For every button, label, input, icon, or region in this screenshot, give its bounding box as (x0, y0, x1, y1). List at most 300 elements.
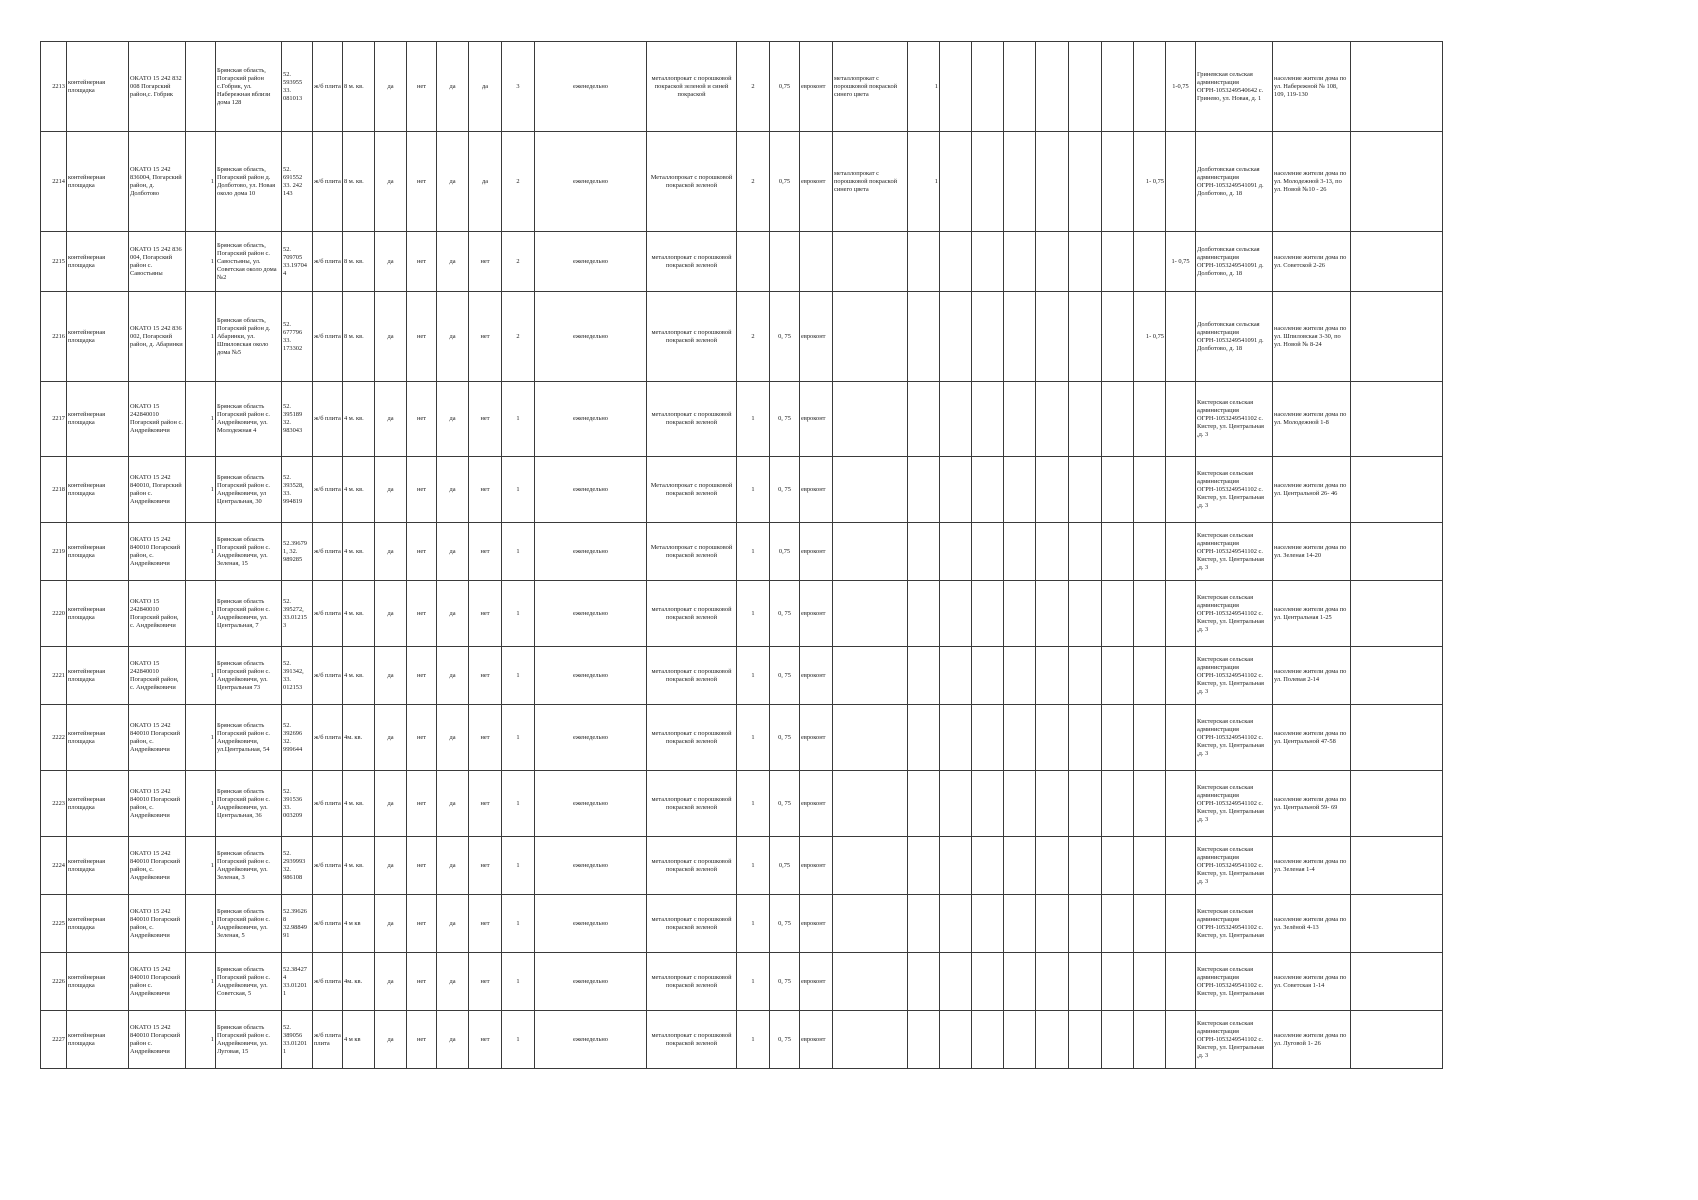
site-type: контейнерная площадка (67, 953, 129, 1011)
attr-1: да (375, 647, 407, 705)
container-qty-2: 1 (908, 132, 940, 232)
empty-cell (972, 232, 1004, 292)
container-qty: 1 (737, 837, 770, 895)
okato-code: ОКАТО 15 242 836 004, Погарский район с. Савостьяны (129, 232, 186, 292)
planned-containers (1134, 523, 1166, 581)
surface-type: ж/б плита (313, 581, 343, 647)
attr-3: да (437, 232, 469, 292)
empty-cell (972, 523, 1004, 581)
empty-cell (972, 382, 1004, 457)
surface-type: ж/б плита (313, 771, 343, 837)
owner-organization: Кистерская сельская администрация ОГРН-1053249541102 с. Кистер, ул. Центральная (1196, 953, 1273, 1011)
site-address: Брянская область, Погарский район с.Гобрик, ул. Набережная вблизи дома 128 (216, 42, 282, 132)
container-kind: евроконт (800, 457, 833, 523)
served-population: население жители дома по ул. Центральной 59- 69 (1273, 771, 1351, 837)
site-address: Брянская область Погарский район с. Андрейковичи, ул. Центральная, 7 (216, 581, 282, 647)
registry-table (40, 41, 1443, 1069)
attr-4: нет (469, 837, 502, 895)
empty-cell (1036, 42, 1069, 132)
container-kind: евроконт (800, 523, 833, 581)
flag-cell: 1 (186, 771, 216, 837)
table-row (41, 581, 1443, 647)
attr-1: да (375, 581, 407, 647)
empty-cell (1102, 42, 1134, 132)
container-material: Металлопрокат с порошковой покраской зеленой (647, 523, 737, 581)
site-coordinates: 52.39626 8 32.98849 91 (282, 895, 313, 953)
empty-cell (1069, 292, 1102, 382)
empty-cell (1004, 647, 1036, 705)
empty-cell (1069, 953, 1102, 1011)
site-address: Брянская область, Погарский район д. Абаринки, ул. Шпиловская около дома №5 (216, 292, 282, 382)
site-coordinates: 52. 2939993 32. 986108 (282, 837, 313, 895)
planned-containers-2 (1166, 132, 1196, 232)
row-number: 2217 (41, 382, 67, 457)
surface-type: ж/б плита (313, 292, 343, 382)
site-coordinates: 52. 395272, 33.01215 3 (282, 581, 313, 647)
container-material: металлопрокат с порошковой покраской зеленой и синей покраской (647, 42, 737, 132)
site-type: контейнерная площадка (67, 382, 129, 457)
okato-code: ОКАТО 15 242 840010 Погарский район с. Андрейковичи (129, 953, 186, 1011)
okato-code: ОКАТО 15 242 840010, Погарский район с. Андрейковичи (129, 457, 186, 523)
container-material: Металлопрокат с порошковой покраской зеленой (647, 132, 737, 232)
container-qty-2 (908, 232, 940, 292)
container-count: 2 (502, 292, 535, 382)
container-kind: евроконт (800, 953, 833, 1011)
site-coordinates: 52. 393528, 33. 994819 (282, 457, 313, 523)
okato-code: ОКАТО 15 242 836004, Погарский район, д. Долботово (129, 132, 186, 232)
site-type: контейнерная площадка (67, 895, 129, 953)
served-population: население жители дома по ул. Полевая 2-14 (1273, 647, 1351, 705)
flag-cell: 1 (186, 837, 216, 895)
surface-type: ж/б плита (313, 42, 343, 132)
owner-organization: Долботовская сельская администрация ОГРН-1053249541091 д. Долботово, д. 18 (1196, 292, 1273, 382)
flag-cell: 1 (186, 581, 216, 647)
container-qty: 2 (737, 132, 770, 232)
surface-type: ж/б плита (313, 953, 343, 1011)
container-qty-2 (908, 382, 940, 457)
planned-containers (1134, 1011, 1166, 1069)
empty-cell (1036, 382, 1069, 457)
empty-cell (1351, 232, 1443, 292)
empty-cell (1069, 232, 1102, 292)
served-population: население жители дома по ул. Центральной 26- 46 (1273, 457, 1351, 523)
container-material-2 (833, 837, 908, 895)
container-volume (770, 232, 800, 292)
container-material-2 (833, 457, 908, 523)
served-population: население жители дома по ул. Набережной № 108, 109, 119-130 (1273, 42, 1351, 132)
empty-cell (972, 1011, 1004, 1069)
table-row (41, 1011, 1443, 1069)
container-count: 1 (502, 382, 535, 457)
empty-cell (972, 292, 1004, 382)
container-material: металлопрокат с порошковой покраской зеленой (647, 292, 737, 382)
attr-2: нет (407, 457, 437, 523)
empty-cell (1004, 42, 1036, 132)
site-coordinates: 52. 677796 33. 173302 (282, 292, 313, 382)
okato-code: ОКАТО 15 242 840010 Погарский район, с. Андрейковичи (129, 771, 186, 837)
empty-cell (1004, 523, 1036, 581)
planned-containers-2 (1166, 292, 1196, 382)
container-kind: евроконт (800, 771, 833, 837)
planned-containers-2 (1166, 382, 1196, 457)
row-number: 2219 (41, 523, 67, 581)
planned-containers-2 (1166, 771, 1196, 837)
container-material: металлопрокат с порошковой покраской зеленой (647, 771, 737, 837)
container-qty-2 (908, 705, 940, 771)
flag-cell (186, 42, 216, 132)
table-row (41, 382, 1443, 457)
container-material: металлопрокат с порошковой покраской зеленой (647, 1011, 737, 1069)
row-number: 2220 (41, 581, 67, 647)
empty-cell (1036, 232, 1069, 292)
attr-4: нет (469, 1011, 502, 1069)
attr-1: да (375, 705, 407, 771)
empty-cell (972, 647, 1004, 705)
attr-4: да (469, 42, 502, 132)
container-kind: евроконт (800, 1011, 833, 1069)
pickup-frequency: еженедельно (535, 581, 647, 647)
pickup-frequency: еженедельно (535, 837, 647, 895)
attr-4: нет (469, 382, 502, 457)
flag-cell: 1 (186, 705, 216, 771)
empty-cell (1004, 232, 1036, 292)
empty-cell (1069, 895, 1102, 953)
attr-2: нет (407, 771, 437, 837)
table-row (41, 705, 1443, 771)
container-volume: 0, 75 (770, 581, 800, 647)
flag-cell: 1 (186, 895, 216, 953)
attr-2: нет (407, 292, 437, 382)
container-volume: 0, 75 (770, 705, 800, 771)
table-row (41, 232, 1443, 292)
attr-1: да (375, 895, 407, 953)
empty-cell (1102, 523, 1134, 581)
empty-cell (1036, 581, 1069, 647)
attr-3: да (437, 647, 469, 705)
row-number: 2221 (41, 647, 67, 705)
container-qty-2 (908, 837, 940, 895)
attr-3: да (437, 771, 469, 837)
attr-4: нет (469, 292, 502, 382)
site-coordinates: 52.39679 1, 32. 989285 (282, 523, 313, 581)
planned-containers-2 (1166, 837, 1196, 895)
container-kind: евроконт (800, 382, 833, 457)
container-material: Металлопрокат с порошковой покраской зеленой (647, 457, 737, 523)
site-coordinates: 52. 389056 33.01201 1 (282, 1011, 313, 1069)
table-row (41, 895, 1443, 953)
site-coordinates: 52. 709705 33.19704 4 (282, 232, 313, 292)
planned-containers (1134, 771, 1166, 837)
flag-cell: 1 (186, 132, 216, 232)
site-address: Брянская область Погарский район с. Андрейковичи, ул Центральная, 30 (216, 457, 282, 523)
container-material-2 (833, 705, 908, 771)
container-kind: евроконт (800, 581, 833, 647)
owner-organization: Кистерская сельская администрация ОГРН-1053249541102 с. Кистер, ул. Центральная (1196, 895, 1273, 953)
empty-cell (940, 232, 972, 292)
attr-1: да (375, 232, 407, 292)
site-type: контейнерная площадка (67, 1011, 129, 1069)
surface-type: ж/б плита (313, 382, 343, 457)
row-number: 2213 (41, 42, 67, 132)
attr-1: да (375, 42, 407, 132)
container-kind: евроконт (800, 705, 833, 771)
attr-1: да (375, 837, 407, 895)
empty-cell (1102, 837, 1134, 895)
empty-cell (1036, 1011, 1069, 1069)
attr-3: да (437, 705, 469, 771)
site-coordinates: 52. 691552 33. 242 143 (282, 132, 313, 232)
empty-cell (940, 953, 972, 1011)
container-material-2 (833, 1011, 908, 1069)
surface-type: ж/б плита (313, 132, 343, 232)
container-kind: евроконт (800, 647, 833, 705)
container-qty: 2 (737, 292, 770, 382)
attr-4: нет (469, 457, 502, 523)
okato-code: ОКАТО 15 242 836 002, Погарский район, д. Абаринки (129, 292, 186, 382)
table-row (41, 42, 1443, 132)
site-area: 8 м. кв. (343, 42, 375, 132)
attr-2: нет (407, 382, 437, 457)
site-area: 4 м. кв. (343, 457, 375, 523)
attr-4: нет (469, 647, 502, 705)
empty-cell (1004, 457, 1036, 523)
empty-cell (1351, 292, 1443, 382)
container-qty: 1 (737, 1011, 770, 1069)
surface-type: ж/б плита (313, 647, 343, 705)
container-count: 1 (502, 837, 535, 895)
site-area: 4м. кв. (343, 705, 375, 771)
empty-cell (1351, 382, 1443, 457)
surface-type: ж/б плита (313, 523, 343, 581)
container-count: 1 (502, 581, 535, 647)
attr-4: нет (469, 953, 502, 1011)
attr-2: нет (407, 581, 437, 647)
row-number: 2215 (41, 232, 67, 292)
planned-containers (1134, 42, 1166, 132)
attr-3: да (437, 837, 469, 895)
empty-cell (1004, 705, 1036, 771)
planned-containers (1134, 382, 1166, 457)
empty-cell (940, 523, 972, 581)
pickup-frequency: еженедельно (535, 895, 647, 953)
planned-containers (1134, 837, 1166, 895)
okato-code: ОКАТО 15 242 840010 Погарский район, с. Андрейковичи (129, 523, 186, 581)
empty-cell (1102, 705, 1134, 771)
container-qty: 1 (737, 382, 770, 457)
pickup-frequency: еженедельно (535, 953, 647, 1011)
served-population: население жители дома по ул. Центральной 47-58 (1273, 705, 1351, 771)
container-qty: 1 (737, 705, 770, 771)
container-volume: 0,75 (770, 837, 800, 895)
empty-cell (1036, 647, 1069, 705)
container-volume: 0, 75 (770, 292, 800, 382)
pickup-frequency: еженедельно (535, 647, 647, 705)
flag-cell: 1 (186, 382, 216, 457)
attr-2: нет (407, 705, 437, 771)
site-coordinates: 52. 593955 33. 081013 (282, 42, 313, 132)
empty-cell (1102, 1011, 1134, 1069)
planned-containers (1134, 705, 1166, 771)
attr-2: нет (407, 895, 437, 953)
surface-type: ж/б плита (313, 837, 343, 895)
site-area: 4 м. кв. (343, 771, 375, 837)
attr-3: да (437, 1011, 469, 1069)
attr-3: да (437, 292, 469, 382)
attr-3: да (437, 895, 469, 953)
container-material: металлопрокат с порошковой покраской зеленой (647, 232, 737, 292)
container-volume: 0,75 (770, 132, 800, 232)
site-address: Брянская область Погарский район с. Андрейковичи, ул. Зеленая, 5 (216, 895, 282, 953)
container-volume: 0, 75 (770, 953, 800, 1011)
site-coordinates: 52. 395189 32. 983043 (282, 382, 313, 457)
container-volume: 0, 75 (770, 1011, 800, 1069)
empty-cell (1351, 42, 1443, 132)
site-type: контейнерная площадка (67, 42, 129, 132)
empty-cell (972, 457, 1004, 523)
container-material: металлопрокат с порошковой покраской зеленой (647, 895, 737, 953)
owner-organization: Кистерская сельская администрация ОГРН-1053249541102 с. Кистер, ул. Центральная ,д. 3 (1196, 647, 1273, 705)
container-qty: 1 (737, 523, 770, 581)
empty-cell (1069, 1011, 1102, 1069)
attr-3: да (437, 953, 469, 1011)
empty-cell (940, 292, 972, 382)
container-material: металлопрокат с порошковой покраской зеленой (647, 705, 737, 771)
container-qty-2 (908, 1011, 940, 1069)
planned-containers-2 (1166, 895, 1196, 953)
empty-cell (972, 132, 1004, 232)
flag-cell: 1 (186, 292, 216, 382)
site-address: Брянская область Погарский район с. Андрейковичи, ул.Центральная, 54 (216, 705, 282, 771)
surface-type: ж/б плита (313, 457, 343, 523)
owner-organization: Кистерская сельская администрация ОГРН-1053249541102 с. Кистер, ул. Центральная ,д. 3 (1196, 523, 1273, 581)
container-volume: 0,75 (770, 523, 800, 581)
site-area: 4 м. кв. (343, 647, 375, 705)
attr-2: нет (407, 42, 437, 132)
attr-1: да (375, 292, 407, 382)
empty-cell (1036, 837, 1069, 895)
empty-cell (1102, 895, 1134, 953)
site-address: Брянская область Погарский район с. Андрейковичи, ул. Луговая, 15 (216, 1011, 282, 1069)
empty-cell (1102, 953, 1134, 1011)
empty-cell (1351, 895, 1443, 953)
empty-cell (972, 771, 1004, 837)
container-material-2 (833, 581, 908, 647)
row-number: 2226 (41, 953, 67, 1011)
container-count: 1 (502, 953, 535, 1011)
attr-4: нет (469, 705, 502, 771)
flag-cell: 1 (186, 232, 216, 292)
planned-containers-2 (1166, 523, 1196, 581)
planned-containers-2 (1166, 457, 1196, 523)
pickup-frequency: еженедельно (535, 382, 647, 457)
container-kind: евроконт (800, 42, 833, 132)
table-row (41, 837, 1443, 895)
container-material: металлопрокат с порошковой покраской зеленой (647, 953, 737, 1011)
attr-1: да (375, 1011, 407, 1069)
okato-code: ОКАТО 15 242 840010 Погарский район, с. Андрейковичи (129, 895, 186, 953)
container-qty-2 (908, 953, 940, 1011)
attr-3: да (437, 42, 469, 132)
site-address: Брянская область Погарский район с. Андрейковичи, ул. Молодежная 4 (216, 382, 282, 457)
served-population: население жители дома по ул. Центральная 1-25 (1273, 581, 1351, 647)
container-qty: 1 (737, 581, 770, 647)
owner-organization: Кистерская сельская администрация ОГРН-1053249541102 с. Кистер, ул. Центральная ,д. 3 (1196, 382, 1273, 457)
attr-3: да (437, 132, 469, 232)
empty-cell (1102, 647, 1134, 705)
empty-cell (1069, 647, 1102, 705)
empty-cell (972, 581, 1004, 647)
empty-cell (940, 837, 972, 895)
row-number: 2216 (41, 292, 67, 382)
container-count: 1 (502, 647, 535, 705)
site-area: 4 м. кв. (343, 581, 375, 647)
container-count: 1 (502, 705, 535, 771)
row-number: 2227 (41, 1011, 67, 1069)
served-population: население жители дома по ул. Зеленая 14-20 (1273, 523, 1351, 581)
okato-code: ОКАТО 15 242840010 Погарский район, с. Андрейковичи (129, 647, 186, 705)
container-material-2: металлопрокат с порошковой покраской синего цвета (833, 42, 908, 132)
empty-cell (1102, 132, 1134, 232)
site-area: 4м. кв. (343, 953, 375, 1011)
owner-organization: Кистерская сельская администрация ОГРН-1053249541102 с. Кистер, ул. Центральная ,д. 3 (1196, 1011, 1273, 1069)
empty-cell (1351, 457, 1443, 523)
table-row (41, 132, 1443, 232)
row-number: 2225 (41, 895, 67, 953)
empty-cell (1069, 457, 1102, 523)
site-coordinates: 52. 391536 33. 003209 (282, 771, 313, 837)
empty-cell (940, 382, 972, 457)
site-address: Брянская область Погарский район с. Андрейковичи, ул. Зеленая, 3 (216, 837, 282, 895)
container-material-2 (833, 382, 908, 457)
attr-4: нет (469, 581, 502, 647)
container-kind: евроконт (800, 132, 833, 232)
table-row (41, 953, 1443, 1011)
okato-code: ОКАТО 15 242 840010 Погарский район с. Андрейковичи (129, 1011, 186, 1069)
site-area: 8 м. кв. (343, 292, 375, 382)
empty-cell (1069, 523, 1102, 581)
flag-cell: 1 (186, 1011, 216, 1069)
empty-cell (1351, 132, 1443, 232)
attr-2: нет (407, 232, 437, 292)
pickup-frequency: еженедельно (535, 292, 647, 382)
surface-type: ж/б плита (313, 232, 343, 292)
empty-cell (1036, 705, 1069, 771)
attr-1: да (375, 457, 407, 523)
site-type: контейнерная площадка (67, 705, 129, 771)
empty-cell (1036, 132, 1069, 232)
empty-cell (940, 771, 972, 837)
container-count: 1 (502, 457, 535, 523)
site-address: Брянская область, Погарский район д. Долботово, ул. Новая около дома 10 (216, 132, 282, 232)
empty-cell (1004, 581, 1036, 647)
container-qty-2 (908, 457, 940, 523)
attr-2: нет (407, 1011, 437, 1069)
container-volume: 0, 75 (770, 771, 800, 837)
served-population: население жители дома по ул. Шпиловская 3-30, по ул. Новой № 8-24 (1273, 292, 1351, 382)
empty-cell (1036, 771, 1069, 837)
container-count: 1 (502, 1011, 535, 1069)
table-row (41, 647, 1443, 705)
site-type: контейнерная площадка (67, 457, 129, 523)
planned-containers: 1- 0,75 (1134, 292, 1166, 382)
pickup-frequency: еженедельно (535, 771, 647, 837)
empty-cell (1351, 523, 1443, 581)
site-area: 4 м кв (343, 1011, 375, 1069)
attr-2: нет (407, 523, 437, 581)
surface-type: ж/б плита плита (313, 1011, 343, 1069)
empty-cell (1351, 953, 1443, 1011)
container-volume: 0,75 (770, 42, 800, 132)
